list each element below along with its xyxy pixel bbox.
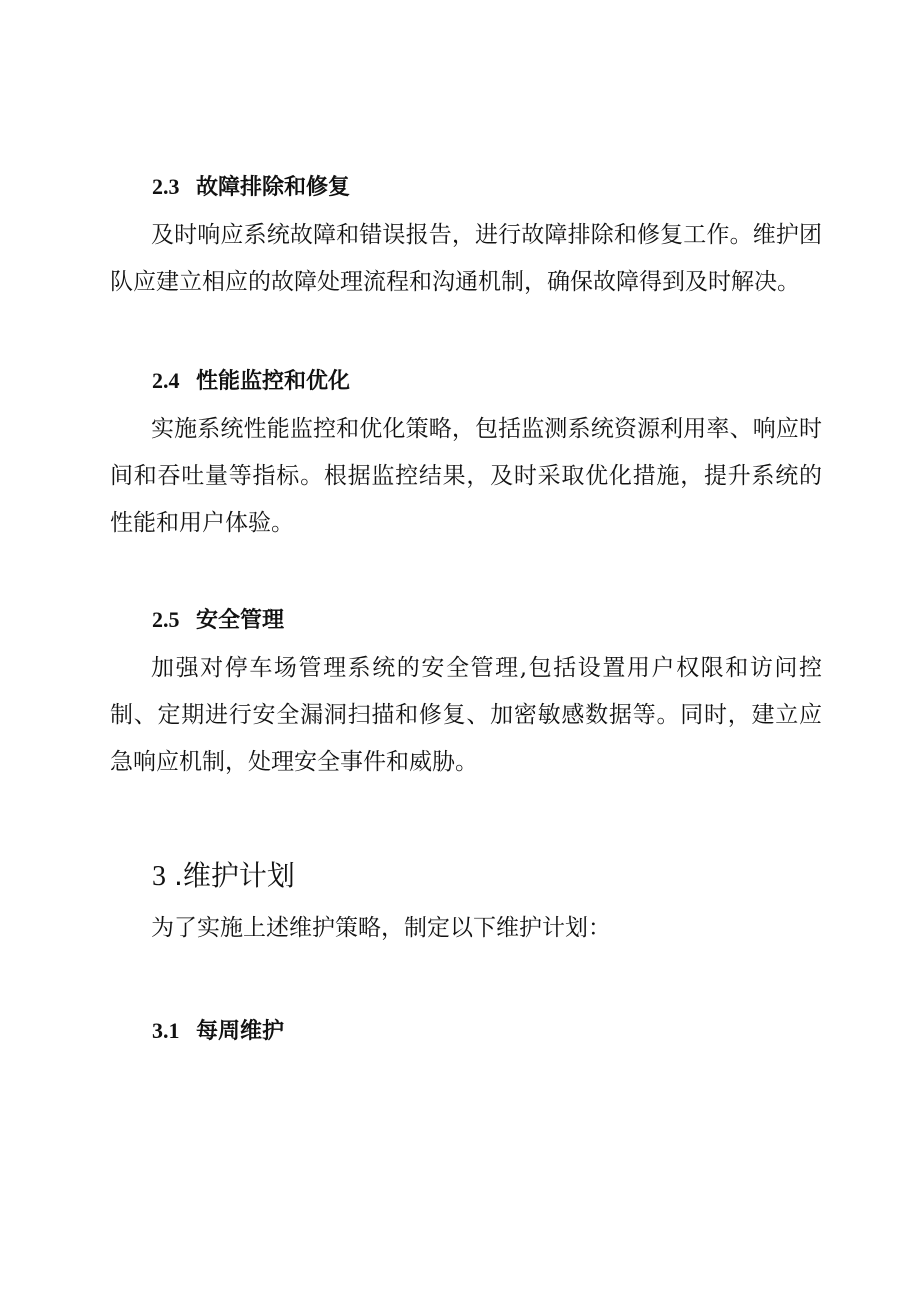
section-body-2-3: 及时响应系统故障和错误报告，进行故障排除和修复工作。维护团队应建立相应的故障处理流程和沟通机制，确保故障得到及时解决。 — [110, 222, 822, 295]
section-title: 故障排除和修复 — [196, 175, 351, 200]
section-title: 性能监控和优化 — [196, 369, 351, 394]
section-number: 3 — [152, 861, 166, 892]
section-number: 2.4 — [152, 368, 180, 393]
section-heading-2-4 — [152, 366, 350, 397]
section-title: 每周维护 — [196, 1019, 285, 1044]
section-body-2-5: 加强对停车场管理系统的安全管理,包括设置用户权限和访问控制、定期进行安全漏洞扫描和修复、加密敏感数据等。同时，建立应急响应机制，处理安全事件和威胁。 — [110, 655, 822, 775]
section-title: 安全管理 — [196, 608, 285, 633]
section-heading-3 — [152, 858, 295, 895]
section-body-3: 为了实施上述维护策略，制定以下维护计划： — [151, 915, 611, 941]
section-number: 3.1 — [152, 1018, 180, 1043]
section-heading-2-3 — [152, 172, 350, 203]
section-heading-3-1 — [152, 1016, 284, 1047]
section-number: 2.3 — [152, 174, 180, 199]
section-heading-2-5 — [152, 605, 284, 636]
section-body-2-4: 实施系统性能监控和优化策略，包括监测系统资源利用率、响应时间和吞吐量等指标。根据监控结果，及时采取优化措施，提升系统的性能和用户体验。 — [110, 416, 822, 536]
section-title: .维护计划 — [174, 859, 295, 892]
section-number: 2.5 — [152, 607, 180, 632]
